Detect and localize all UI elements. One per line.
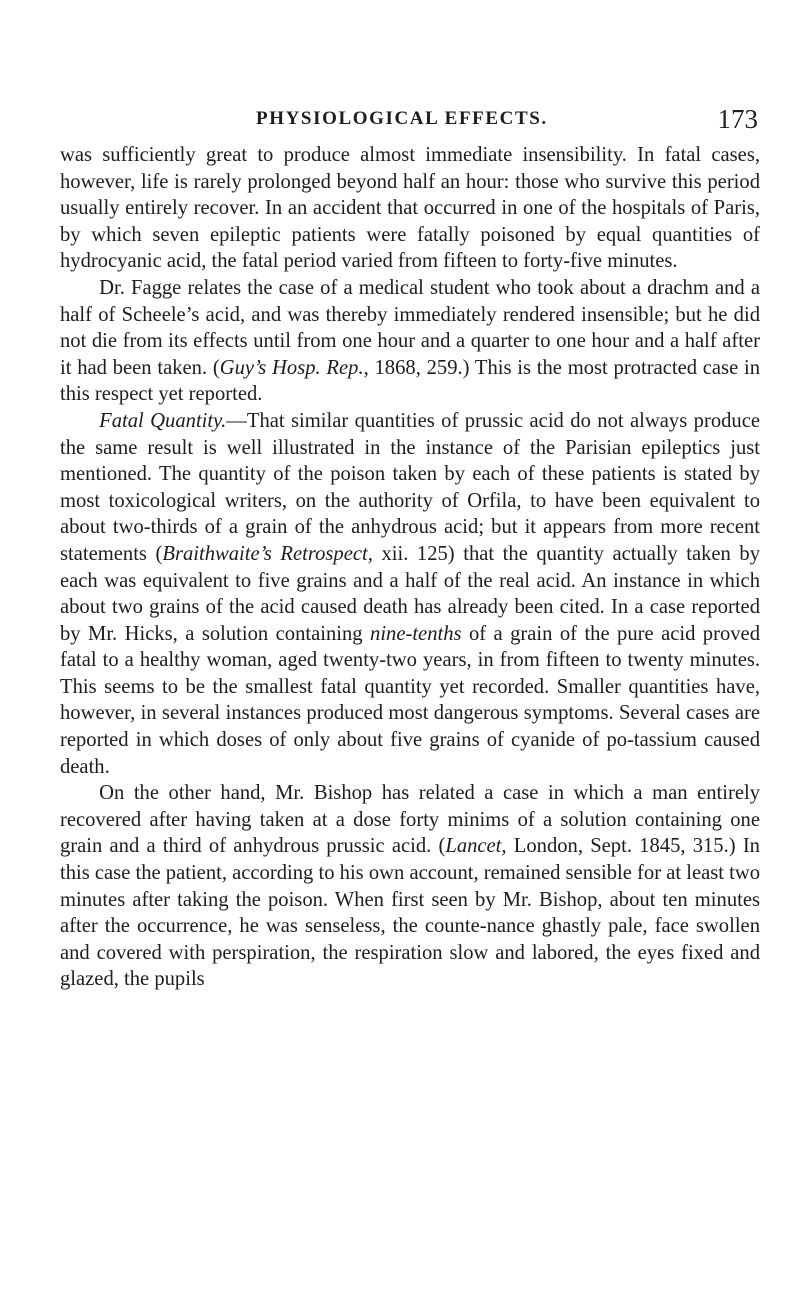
section-heading-italic: Fatal Quantity. bbox=[99, 409, 227, 432]
paragraph bbox=[60, 408, 760, 780]
text-run: xii. 125) that the quantity actually taken by each was equivalent to five grains and a half of the real acid. An instance in which about two grains of the acid caused death has already been cited. In a case reported by Mr. Hicks, a solution containing bbox=[60, 542, 761, 645]
paragraph bbox=[60, 142, 760, 275]
citation-italic: Guy’s Hosp. Rep. bbox=[219, 356, 364, 379]
paragraph bbox=[60, 275, 760, 408]
body-text bbox=[60, 142, 760, 993]
text-run: —That similar quantities of prussic acid do not always produce the same result is well illustrated in the instance of the Parisian epileptics just mentioned. The quantity of the poison taken by each of these patients is stated by most toxicological writers, on the authority of Orfila, to have been equivalent to about two-thirds of a grain of the anhydrous acid; but it appears from more recent statements ( bbox=[60, 409, 760, 565]
text-run: of a grain of the pure acid proved fatal to a healthy woman, aged twenty-two years, in from fifteen to twenty minutes. This seems to be the smallest fatal quantity yet recorded. Smaller quantities have, however, in several instances produced most dangerous symptoms. Several cases are reported in which doses of only about five grains of cyanide of po-tassium caused death. bbox=[60, 622, 760, 778]
citation-italic: Braithwaite’s Retrospect, bbox=[162, 542, 373, 565]
running-head bbox=[60, 103, 760, 135]
text-run: was sufficiently great to produce almost immediate insensibility. In fatal cases, however, life is rarely prolonged beyond half an hour: those who survive this period usually entirely recover. In an accident that occurred in one of the hospitals of Paris, by which seven epileptic patients were fatally poisoned by equal quantities of hydrocyanic acid, the fatal period varied from fifteen to forty-five minutes. bbox=[60, 144, 760, 273]
text-run: On the other hand, Mr. Bishop has related a case in which a man entirely recovered after having taken at a dose forty minims of a solution containing one grain and a third of anhydrous prussic acid. ( bbox=[60, 782, 760, 858]
citation-italic: Lancet bbox=[445, 835, 502, 858]
page-number: 173 bbox=[717, 104, 758, 134]
paragraph bbox=[60, 780, 760, 993]
text-run: , 1868, 259.) This is the most protracted case in this respect yet reported. bbox=[60, 356, 760, 406]
emphasis-italic: nine-tenths bbox=[370, 622, 462, 645]
text-run: Dr. Fagge relates the case of a medical student who took about a drachm and a half of Scheele’s acid, and was thereby immediately rendered insensible; but he did not die from its effects until from one hour and a quarter to one hour and a half after it had been taken. ( bbox=[60, 276, 760, 379]
running-title: PHYSIOLOGICAL EFFECTS. bbox=[256, 108, 548, 129]
text-run: , London, Sept. 1845, 315.) In this case the patient, according to his own account, remained sensible for at least two minutes after taking the poison. When first seen by Mr. Bishop, about ten minutes after the occurrence, he was senseless, the counte-nance ghastly pale, face swollen and covered with perspiration, the respiration slow and labored, the eyes fixed and glazed, the pupils bbox=[60, 835, 760, 991]
